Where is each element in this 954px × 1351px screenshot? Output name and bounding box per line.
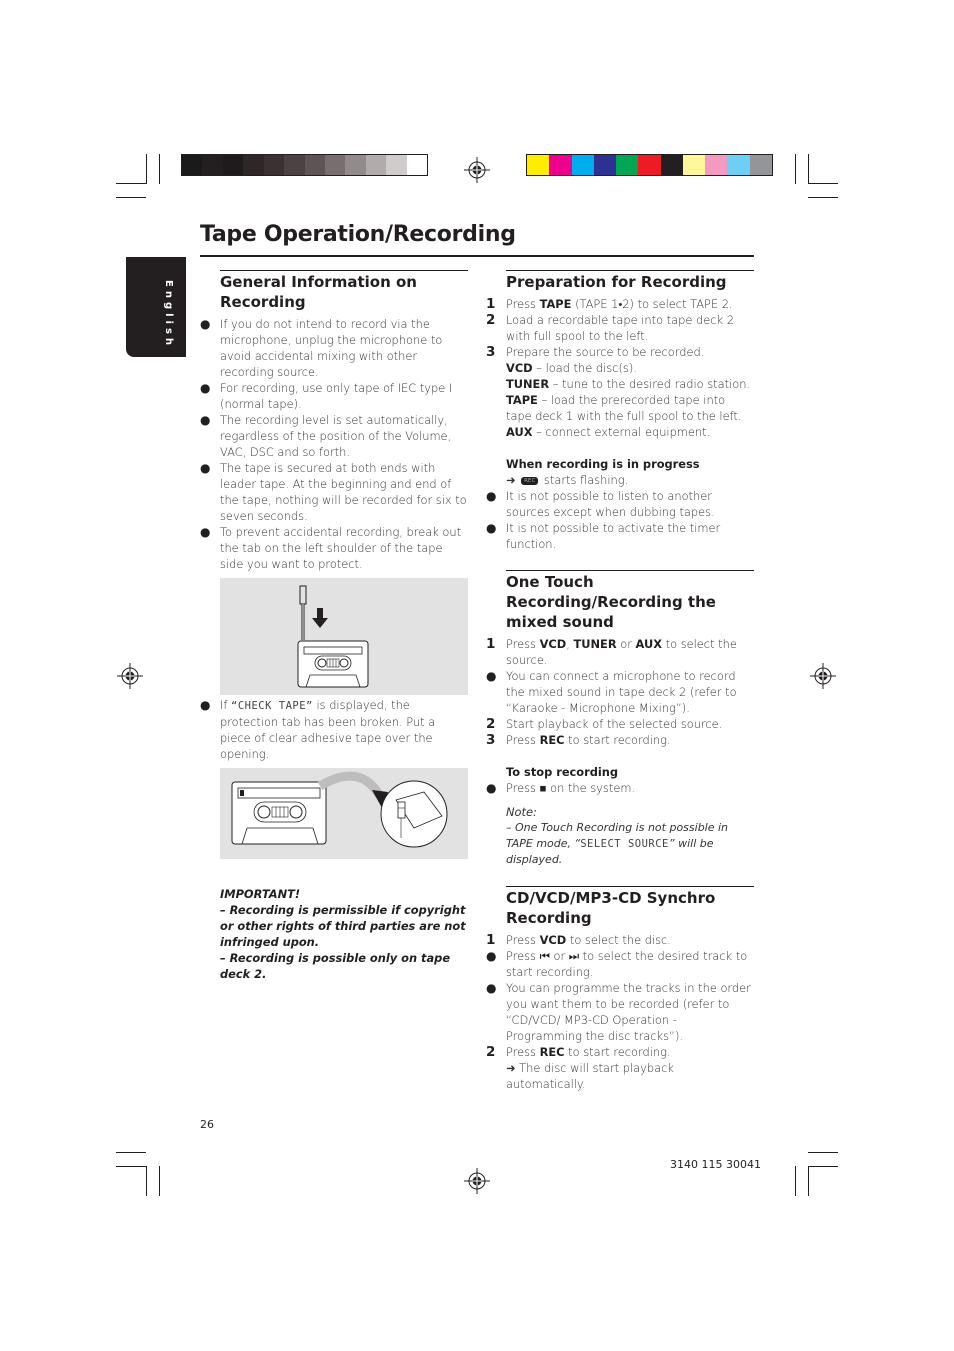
- step-item: [486, 296, 754, 312]
- section-heading-synchro: CD/VCD/MP3-CD Synchro Recording: [506, 889, 716, 927]
- bullet-icon: ●: [200, 413, 211, 427]
- section-divider: [506, 886, 754, 887]
- list-item: [200, 460, 468, 524]
- process-color-bar: [526, 154, 773, 176]
- cassette-tape-repair-icon: [220, 768, 468, 859]
- step-number: 1: [486, 932, 496, 948]
- bullet-icon: ●: [486, 489, 497, 503]
- step-number: 1: [486, 636, 496, 652]
- step-text: Press VCD, TUNER or AUX to select the source.: [506, 637, 737, 667]
- color-swatch: [549, 155, 571, 175]
- list-item: [200, 697, 468, 762]
- lcd-display-text: SELECT SOURCE: [580, 838, 669, 850]
- step-number: 1: [486, 296, 496, 312]
- step-item: [486, 312, 754, 344]
- document-code: 3140 115 30041: [670, 1158, 761, 1171]
- crop-mark: [795, 1166, 796, 1196]
- step-number: 2: [486, 1044, 496, 1060]
- list-item-text: If “CHECK TAPE” is displayed, the protection tab has been broken. Put a piece of clear adhesive tape over the opening.: [220, 698, 436, 761]
- step-result: ➜ The disc will start playback automatically.: [506, 1061, 674, 1091]
- tab-break-illustration: [220, 578, 468, 695]
- color-swatch: [243, 155, 263, 175]
- step-text: Press REC to start recording.: [506, 1045, 671, 1059]
- crop-mark: [159, 154, 160, 184]
- subheading-stop-recording: To stop recording: [506, 765, 619, 779]
- crop-mark: [116, 1166, 146, 1167]
- list-item: [486, 980, 754, 1044]
- bullet-icon: ●: [200, 698, 211, 712]
- next-track-icon: ⏭: [568, 949, 580, 963]
- list-item-text: The recording level is set automatically, regardless of the position of the Volume, VAC, DSC and so forth.: [220, 413, 452, 459]
- color-swatch: [284, 155, 304, 175]
- rec-indicator-icon: REC: [521, 477, 538, 485]
- step-item: [486, 732, 754, 748]
- list-item-text: Press ■ on the system.: [506, 781, 636, 795]
- arrow-icon: ➜: [506, 1061, 516, 1075]
- source-option: TUNER – tune to the desired radio station.: [506, 377, 751, 391]
- color-swatch: [407, 155, 427, 175]
- color-swatch: [527, 155, 549, 175]
- color-swatch: [386, 155, 406, 175]
- bullet-icon: ●: [200, 461, 211, 475]
- adhesive-tape-illustration: [220, 768, 468, 859]
- color-swatch: [366, 155, 386, 175]
- subheading-recording-progress: When recording is in progress: [506, 457, 700, 471]
- important-label: IMPORTANT!: [220, 887, 301, 901]
- cassette-screwdriver-icon: [220, 578, 468, 695]
- color-swatch: [683, 155, 705, 175]
- right-column: [486, 270, 754, 1092]
- list-item-text: Press ⏮ or ⏭ to select the desired track to start recording.: [506, 949, 748, 979]
- list-item: [486, 520, 754, 552]
- step-text: Press REC to start recording.: [506, 733, 671, 747]
- list-item-text: You can programme the tracks in the order you want them to be recorded (refer to “CD/VCD/ MP3-CD Operation - Programming the disc tracks”).: [506, 981, 751, 1043]
- crop-mark: [116, 183, 146, 184]
- step-item: [486, 636, 754, 668]
- registration-mark-icon: [810, 663, 836, 689]
- color-swatch: [594, 155, 616, 175]
- color-swatch: [572, 155, 594, 175]
- list-item: [200, 316, 468, 380]
- bullet-icon: ●: [486, 669, 497, 683]
- step-item: [486, 932, 754, 948]
- color-swatch: [223, 155, 243, 175]
- step-number: 3: [486, 344, 496, 360]
- bullet-icon: ●: [486, 949, 497, 963]
- list-item: [486, 948, 754, 980]
- list-item: [486, 668, 754, 716]
- title-divider: [200, 255, 754, 257]
- bullet-icon: ●: [200, 317, 211, 331]
- list-item-text: If you do not intend to record via the microphone, unplug the microphone to avoid accidental mixing with other recording source.: [220, 317, 443, 379]
- important-line: – Recording is possible only on tape deck 2.: [220, 951, 451, 981]
- source-option: TAPE – load the prerecorded tape into tape deck 1 with the full spool to the left.: [506, 393, 742, 423]
- color-swatch: [727, 155, 749, 175]
- color-swatch: [182, 155, 202, 175]
- important-note: [200, 886, 468, 982]
- color-swatch: [305, 155, 325, 175]
- list-item: [200, 412, 468, 460]
- color-swatch: [345, 155, 365, 175]
- crop-mark: [159, 1166, 160, 1196]
- step-text: Press VCD to select the disc.: [506, 933, 671, 947]
- note-label: Note:: [506, 805, 537, 819]
- list-item-text: It is not possible to activate the timer function.: [506, 521, 721, 551]
- registration-mark-icon: [464, 1168, 490, 1194]
- step-text: Press TAPE (TAPE 1•2) to select TAPE 2.: [506, 297, 733, 311]
- registration-mark-icon: [117, 663, 143, 689]
- language-tab-label: English: [163, 280, 174, 350]
- page-title: Tape Operation/Recording: [200, 222, 516, 247]
- color-swatch: [750, 155, 772, 175]
- color-swatch: [325, 155, 345, 175]
- step-text: Prepare the source to be recorded.: [506, 345, 705, 359]
- crop-mark: [808, 154, 809, 184]
- list-item-text: To prevent accidental recording, break out the tab on the left shoulder of the tape side you want to protect.: [220, 525, 462, 571]
- crop-mark: [808, 183, 838, 184]
- step-number: 2: [486, 716, 496, 732]
- section-heading-one-touch: One Touch Recording/Recording the mixed sound: [506, 573, 716, 631]
- step-number: 2: [486, 312, 496, 328]
- crop-mark: [116, 197, 146, 198]
- stop-icon: ■: [539, 781, 547, 795]
- list-item-text: The tape is secured at both ends with leader tape. At the beginning and end of the tape, nothing will be recorded for six to seven seconds.: [220, 461, 467, 523]
- color-swatch: [616, 155, 638, 175]
- section-heading-preparation: Preparation for Recording: [506, 273, 727, 291]
- page-number: 26: [200, 1118, 214, 1131]
- color-swatch: [264, 155, 284, 175]
- bullet-icon: ●: [486, 781, 497, 795]
- bullet-icon: ●: [200, 381, 211, 395]
- important-line: – Recording is permissible if copyright or other rights of third parties are not infringed upon.: [220, 903, 466, 949]
- arrow-icon: ➜: [506, 473, 516, 487]
- language-tab: [126, 257, 186, 357]
- bullet-icon: ●: [486, 981, 497, 995]
- lcd-display-text: “CHECK TAPE”: [231, 700, 313, 712]
- crop-mark: [808, 1166, 809, 1196]
- section-divider: [506, 270, 754, 271]
- step-item: [486, 1044, 754, 1060]
- list-item: [486, 780, 754, 796]
- list-item: [486, 488, 754, 520]
- crop-mark: [116, 1152, 146, 1153]
- crop-mark: [146, 1166, 147, 1196]
- grayscale-color-bar: [181, 154, 428, 176]
- bullet-icon: ●: [200, 525, 211, 539]
- previous-track-icon: ⏮: [539, 949, 550, 963]
- crop-mark: [808, 1166, 838, 1167]
- list-item-text: For recording, use only tape of IEC type I (normal tape).: [220, 381, 453, 411]
- note-text: – One Touch Recording is not possible in TAPE mode, “SELECT SOURCE” will be displayed.: [506, 821, 729, 866]
- color-swatch: [638, 155, 660, 175]
- step-item: [486, 344, 754, 360]
- left-column: [200, 270, 468, 982]
- crop-mark: [808, 197, 838, 198]
- color-swatch: [202, 155, 222, 175]
- list-item-text: It is not possible to listen to another sources except when dubbing tapes.: [506, 489, 715, 519]
- step-text: Load a recordable tape into tape deck 2 with full spool to the left.: [506, 313, 734, 343]
- bullet-icon: ●: [486, 521, 497, 535]
- step-item: [486, 716, 754, 732]
- crop-mark: [808, 1152, 838, 1153]
- list-item: [200, 380, 468, 412]
- section-heading-general-info: General Information on Recording: [220, 273, 417, 311]
- crop-mark: [795, 154, 796, 184]
- progress-indicator-text: ➜ REC starts flashing.: [506, 473, 629, 487]
- step-number: 3: [486, 732, 496, 748]
- step-text: Start playback of the selected source.: [506, 717, 723, 731]
- section-divider: [220, 270, 468, 271]
- list-item: [200, 524, 468, 572]
- registration-mark-icon: [464, 157, 490, 183]
- crop-mark: [146, 154, 147, 184]
- list-item-text: You can connect a microphone to record the mixed sound in tape deck 2 (refer to “Karaoke - Microphone Mixing”).: [506, 669, 737, 715]
- color-swatch: [705, 155, 727, 175]
- section-divider: [506, 570, 754, 571]
- source-option: VCD – load the disc(s).: [506, 361, 637, 375]
- color-swatch: [661, 155, 683, 175]
- source-option: AUX – connect external equipment.: [506, 425, 711, 439]
